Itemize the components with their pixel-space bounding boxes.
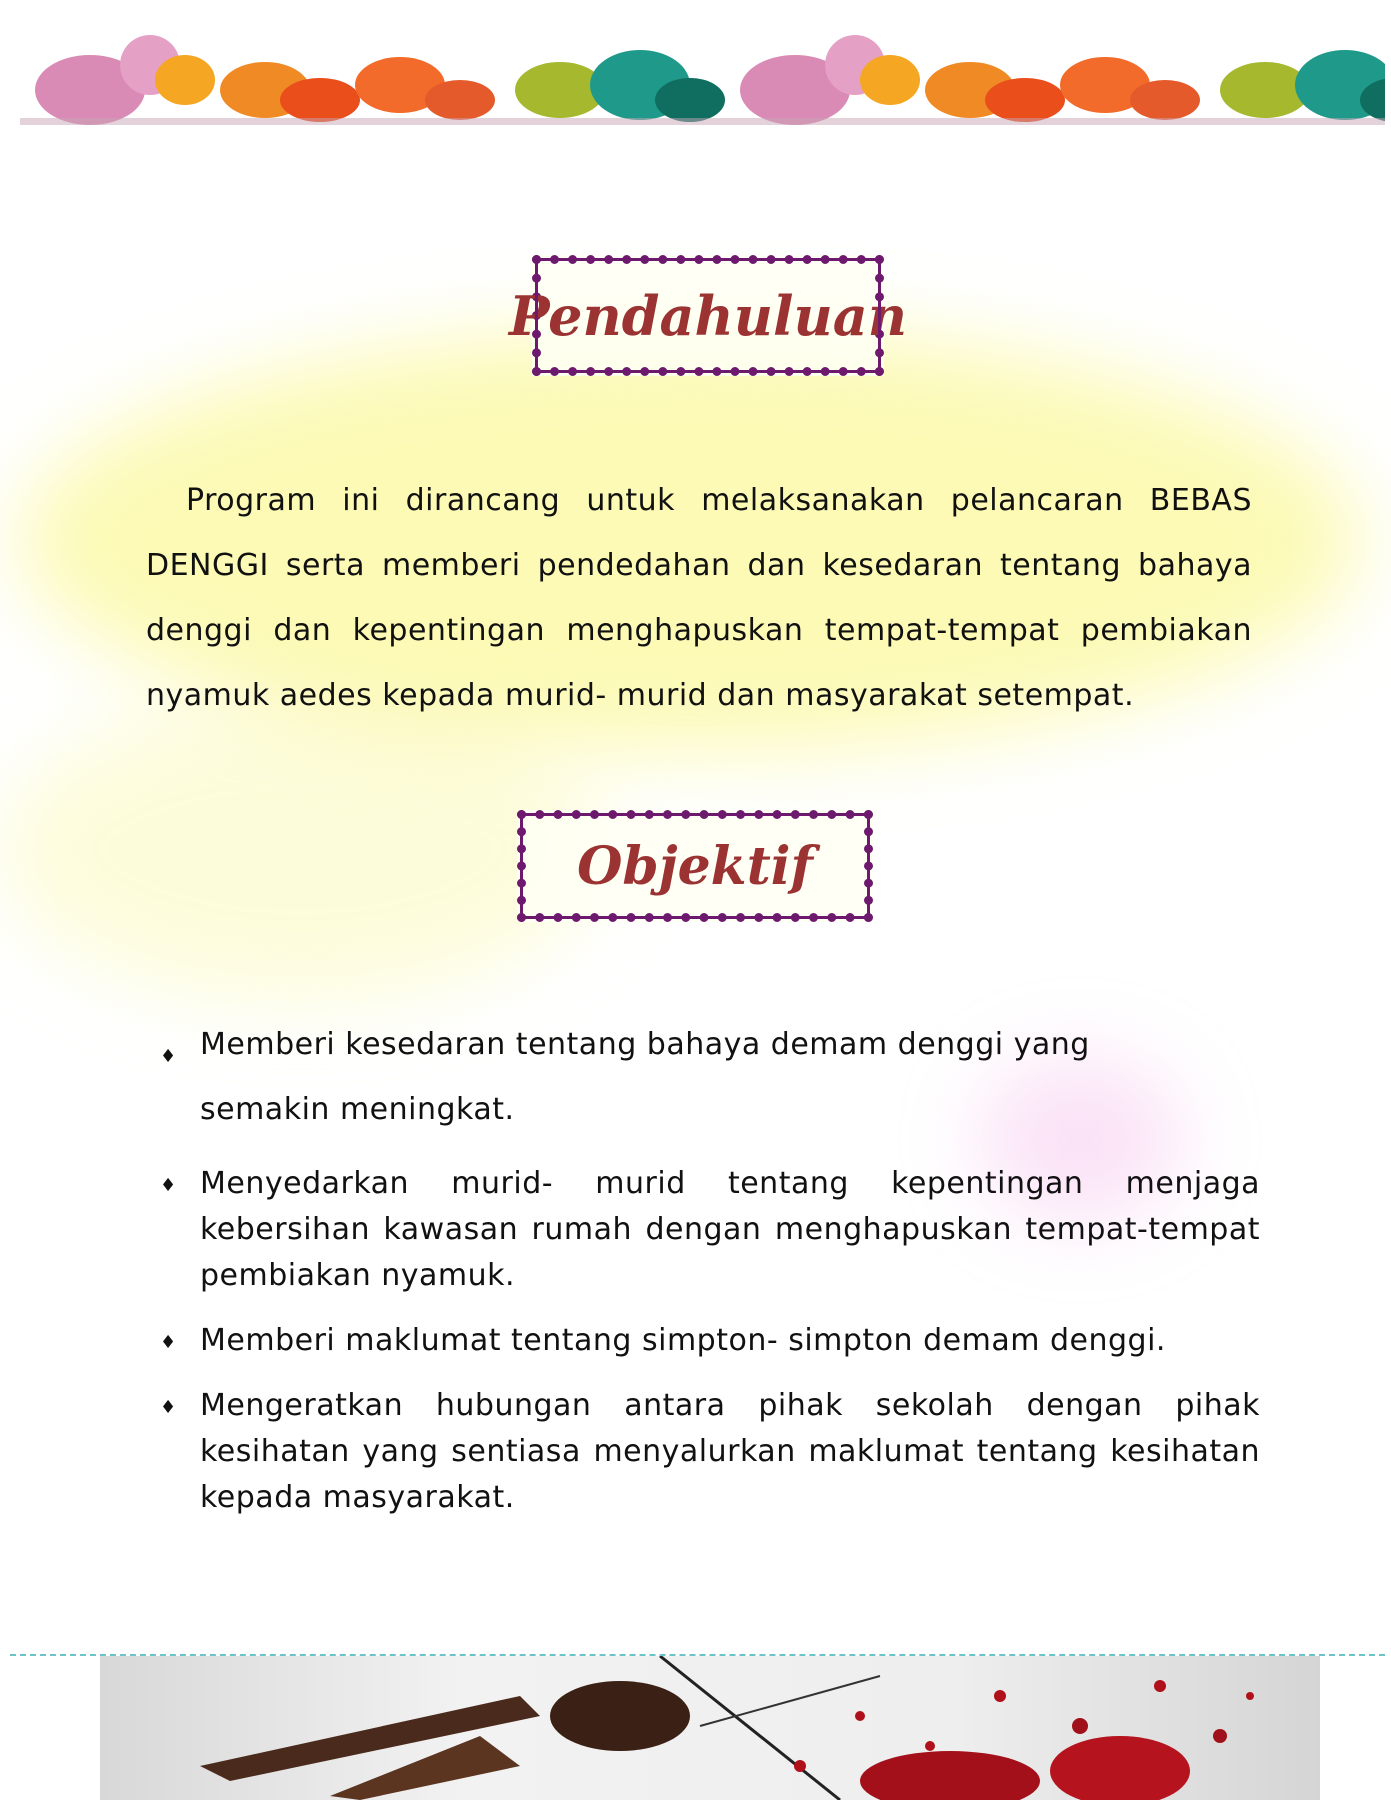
diamond-bullet-icon: ♦ (160, 1175, 177, 1196)
mosquito-blood-image (100, 1656, 1320, 1800)
intro-heading-frame (508, 255, 908, 376)
diamond-bullet-icon: ♦ (160, 1397, 177, 1418)
tropical-flower-border (20, 10, 1385, 125)
list-item: ♦ Mengeratkan hubungan antara pihak sekolah dengan pihak kesihatan yang sentiasa menyalurkan maklumat tentang kesihatan kepada masyarakat. (160, 1383, 1260, 1521)
diamond-bullet-icon: ♦ (160, 1046, 177, 1067)
objectives-heading: Objektif (577, 835, 813, 897)
objectives-heading-frame (517, 810, 873, 922)
intro-heading: Pendahuluan (508, 283, 908, 348)
objectives-list (160, 1012, 1260, 1540)
list-item: ♦ Memberi kesedaran tentang bahaya demam denggi yang semakin meningkat. (160, 1012, 1160, 1142)
intro-paragraph (146, 468, 1252, 728)
yellow-watercolor-wash (0, 700, 600, 1000)
list-item: ♦ Memberi maklumat tentang simpton- simpton demam denggi. (160, 1318, 1260, 1364)
intro-paragraph-text: Program ini dirancang untuk melaksanakan pelancaran BEBAS DENGGI serta memberi pendedahan dan kesedaran tentang bahaya denggi dan kepentingan menghapuskan tempat-tempat pembiakan nyamuk aedes kepada murid- murid dan masyarakat setempat. (146, 483, 1252, 713)
list-item: ♦ Menyedarkan murid- murid tentang kepentingan menjaga kebersihan kawasan rumah dengan menghapuskan tempat-tempat pembiakan nyamuk. (160, 1161, 1260, 1299)
diamond-bullet-icon: ♦ (160, 1332, 177, 1353)
mosquito-illustration (100, 1656, 1320, 1800)
